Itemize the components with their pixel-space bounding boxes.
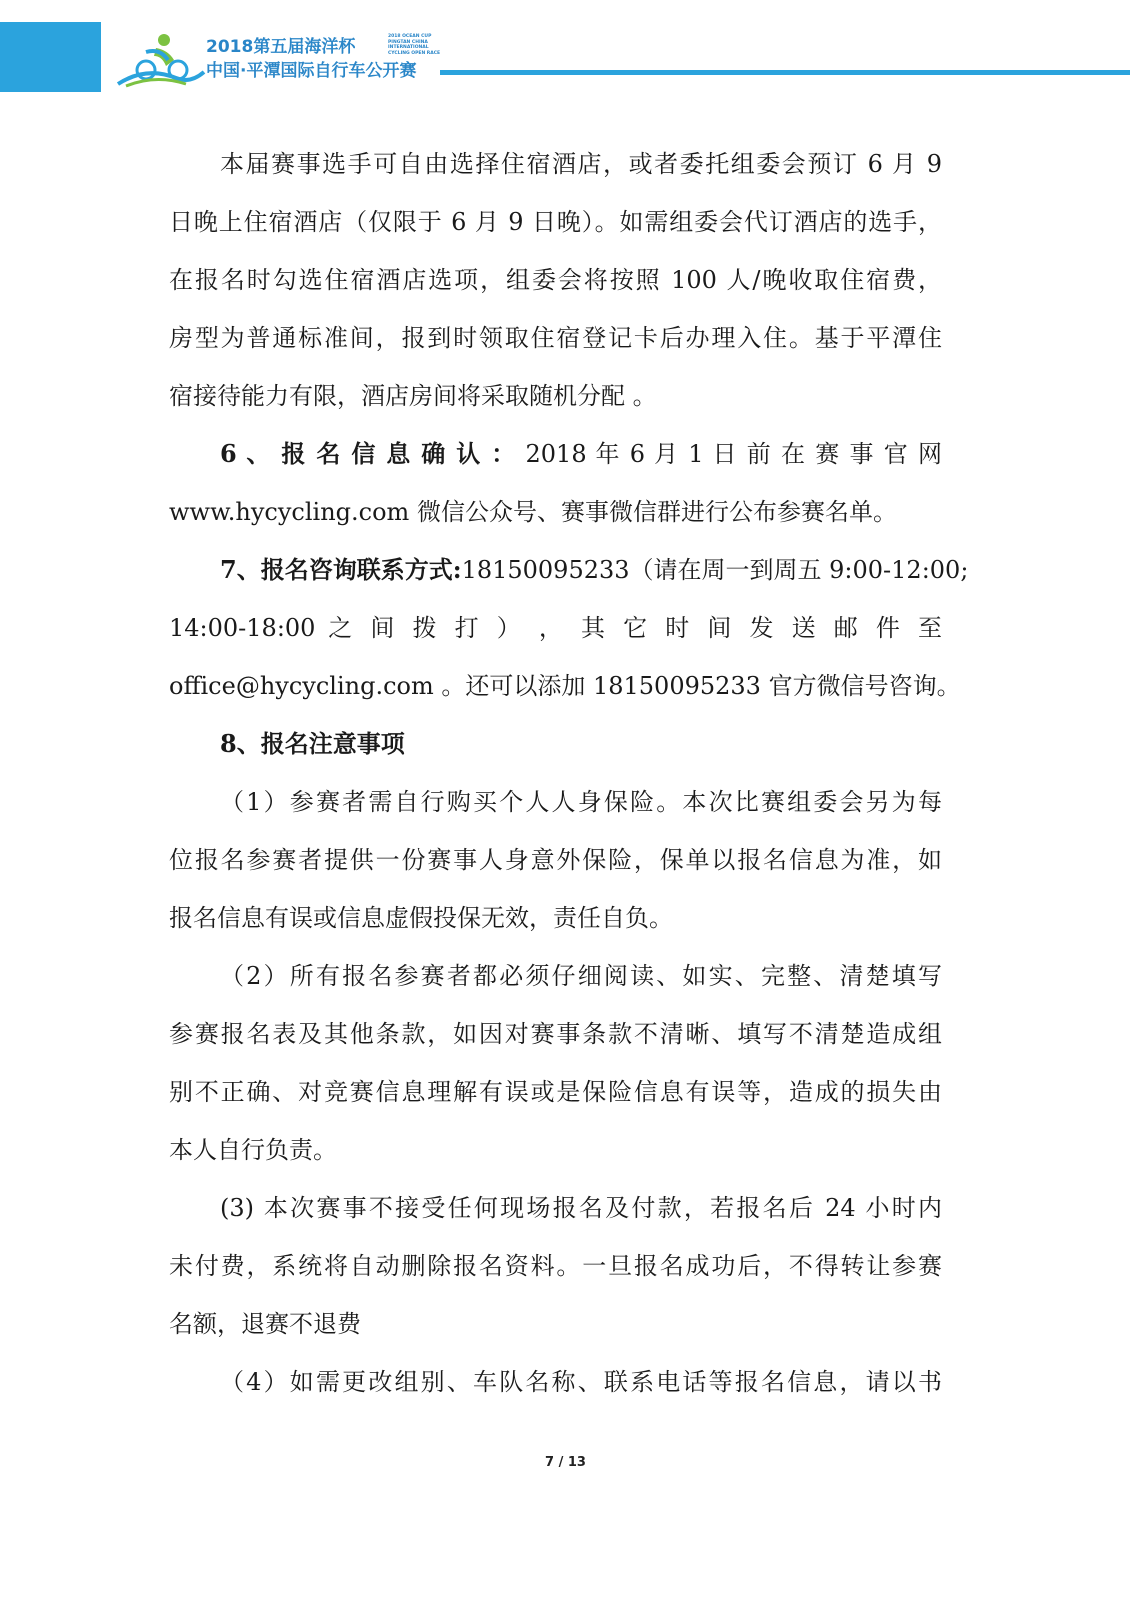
paragraph-line: 位报名参赛者提供一份赛事人身意外保险，保单以报名信息为准，如	[169, 846, 942, 874]
paragraph-line: office@hycycling.com 。还可以添加 18150095233 官方微信号咨询。	[169, 672, 961, 700]
paragraph-line: 宿接待能力有限，酒店房间将采取随机分配 。	[169, 382, 657, 410]
section-7-heading	[169, 550, 969, 590]
logo-title-line2: 中国·平潭国际自行车公开赛	[206, 61, 417, 81]
paragraph-line: www.hycycling.com 微信公众号、赛事微信群进行公布参赛名单。	[169, 498, 897, 526]
page-header	[0, 0, 1131, 100]
logo-title-line1: 2018第五届海洋杯	[206, 37, 356, 57]
paragraph-line: 参赛报名表及其他条款，如因对赛事条款不清晰、填写不清楚造成组	[169, 1020, 942, 1048]
section-6-text: 2018 年 6 月 1 日 前 在 赛 事 官 网	[516, 440, 942, 468]
paragraph-line: (3) 本次赛事不接受任何现场报名及付款，若报名后 24 小时内	[220, 1194, 942, 1222]
header-rule	[440, 70, 1130, 75]
page-number: 7 / 13	[545, 1455, 586, 1470]
paragraph-line: 本人自行负责。	[169, 1136, 337, 1164]
paragraph-line: 未付费，系统将自动删除报名资料。一旦报名成功后，不得转让参赛	[169, 1252, 942, 1280]
section-6-heading	[169, 434, 942, 474]
section-7-label: 7、报名咨询联系方式:	[220, 555, 462, 584]
cyclist-logo-icon	[116, 26, 206, 88]
paragraph-line: 日晚上住宿酒店（仅限于 6 月 9 日晚）。如需组委会代订酒店的选手，	[169, 208, 942, 236]
paragraph-line: （1）参赛者需自行购买个人人身保险。本次比赛组委会另为每	[220, 788, 942, 816]
paragraph-line: 本届赛事选手可自由选择住宿酒店，或者委托组委会预订 6 月 9	[220, 150, 942, 178]
paragraph-line: 名额，退赛不退费	[169, 1310, 361, 1338]
section-8-heading: 8、报名注意事项	[220, 729, 405, 758]
paragraph-line: 在报名时勾选住宿酒店选项，组委会将按照 100 人/晚收取住宿费，	[169, 266, 942, 294]
paragraph-line: 14:00-18:00 之 间 拨 打 ） ， 其 它 时 间 发 送 邮 件 至	[169, 614, 942, 642]
section-6-label: 6 、 报 名 信 息 确 认 ：	[220, 439, 517, 468]
section-7-text: 18150095233（请在周一到周五 9:00-12:00;	[461, 556, 969, 584]
paragraph-line: 别不正确、对竞赛信息理解有误或是保险信息有误等，造成的损失由	[169, 1078, 942, 1106]
logo-english-text: 2018 OCEAN CUP PINGTAN CHINA INTERNATIONAL CYCLING OPEN RACE	[388, 34, 441, 56]
paragraph-line: （2）所有报名参赛者都必须仔细阅读、如实、完整、清楚填写	[220, 962, 942, 990]
paragraph-line: （4）如需更改组别、车队名称、联系电话等报名信息，请以书	[220, 1368, 942, 1396]
paragraph-line: 报名信息有误或信息虚假投保无效，责任自负。	[169, 904, 673, 932]
event-logo	[116, 26, 446, 88]
header-color-block	[0, 22, 101, 92]
paragraph-line: 房型为普通标准间，报到时领取住宿登记卡后办理入住。基于平潭住	[169, 324, 942, 352]
